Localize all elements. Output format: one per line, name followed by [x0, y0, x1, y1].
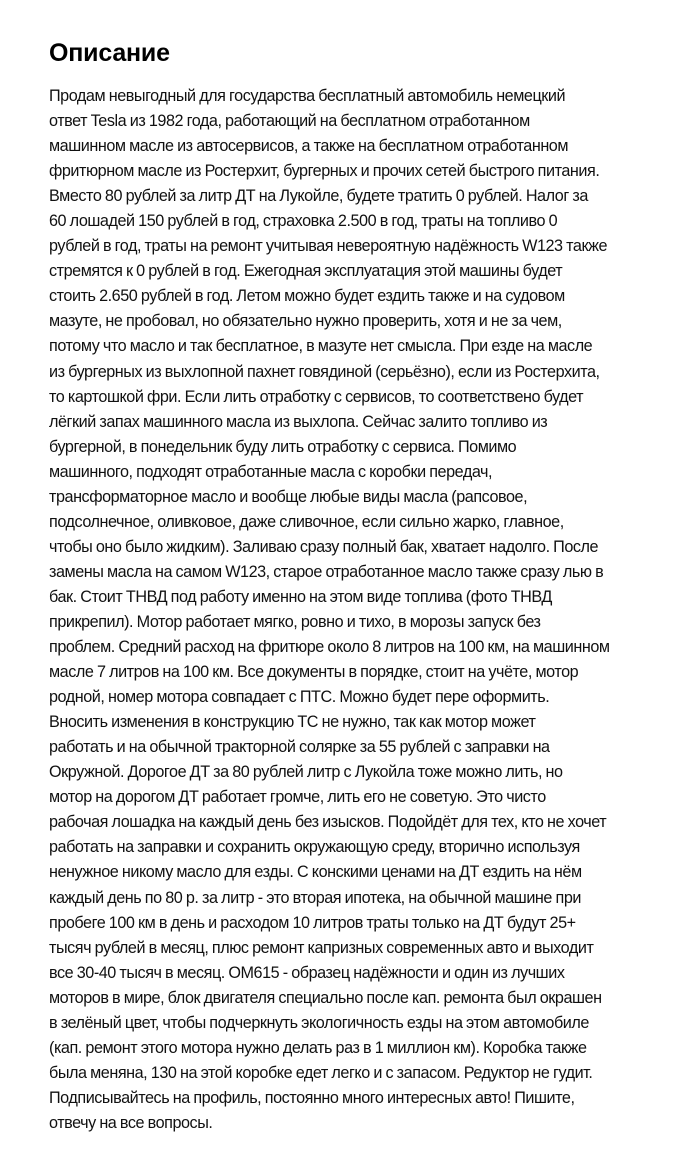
description-line: тысяч рублей в месяц, плюс ремонт капризных современных авто и выходит: [49, 938, 594, 957]
section-title: Описание: [49, 39, 170, 67]
description-line: ненужное никому масло для езды. С конскими ценами на ДТ ездить на нём: [49, 863, 582, 882]
description-line: пробеге 100 км в день и расходом 10 литров траты только на ДТ будут 25+: [49, 913, 576, 932]
description-line: потому что масло и так бесплатное, в мазуте нет смысла. При езде на масле: [49, 337, 593, 356]
description-line: стремятся к 0 рублей в год. Ежегодная эксплуатация этой машины будет: [49, 262, 563, 281]
description-line: машинного, подходят отработанные масла с коробки передач,: [49, 462, 493, 481]
description-line: мотор на дорогом ДТ работает громче, лить его не советую. Это чисто: [49, 788, 546, 807]
description-line: машинном масле из автосервисов, а также на бесплатном отработанном: [49, 137, 569, 156]
description-line: Окружной. Дорогое ДТ за 80 рублей литр с Лукойла тоже можно лить, но: [49, 763, 563, 782]
description-section: [49, 38, 689, 1132]
description-line: рублей в год, траты на ремонт учитывая невероятную надёжность W123 также: [49, 237, 608, 256]
description-line: все 30-40 тысяч в месяц. ОМ615 - образец надёжности и один из лучших: [49, 963, 565, 982]
description-line: каждый день по 80 р. за литр - это вторая ипотека, на обычной машине при: [49, 888, 581, 907]
description-line: из бургерных из выхлопной пахнет говядиной (серьёзно), если из Ростерхита,: [49, 362, 600, 381]
description-line: стоить 2.650 рублей в год. Летом можно будет ездить также и на судовом: [49, 287, 565, 306]
description-line: 60 лошадей 150 рублей в год, страховка 2.500 в год, траты на топливо 0: [49, 212, 558, 231]
description-line: подсолнечное, оливковое, даже сливочное, если сильно жарко, главное,: [49, 512, 564, 531]
description-line: отвечу на все вопросы.: [49, 1113, 213, 1132]
description-line: масле 7 литров на 100 км. Все документы в порядке, стоит на учёте, мотор: [49, 663, 579, 682]
description-line: бак. Стоит ТНВД под работу именно на этом виде топлива (фото ТНВД: [49, 587, 552, 606]
description-line: фритюрном масле из Ростерхит, бургерных и прочих сетей быстрого питания.: [49, 162, 600, 181]
description-line: Вместо 80 рублей за литр ДТ на Лукойле, будете тратить 0 рублей. Налог за: [49, 187, 588, 206]
description-line: трансформаторное масло и вообще любые виды масла (рапсовое,: [49, 487, 528, 506]
description-line: рабочая лошадка на каждый день без изысков. Подойдёт для тех, кто не хочет: [49, 813, 607, 832]
description-line: в зелёный цвет, чтобы подчеркнуть экологичность езды на этом автомобиле: [49, 1013, 589, 1032]
description-line: Продам невыгодный для государства бесплатный автомобиль немецкий: [49, 87, 566, 105]
description-line: была меняна, 130 на этой коробке едет легко и с запасом. Редуктор не гудит.: [49, 1063, 593, 1082]
description-line: Вносить изменения в конструкцию ТС не нужно, так как мотор может: [49, 713, 536, 732]
description-text: [49, 84, 610, 1136]
description-line: моторов в мире, блок двигателя специально после кап. ремонта был окрашен: [49, 988, 602, 1007]
description-line: бургерной, в понедельник буду лить отработку с сервиса. Помимо: [49, 437, 517, 456]
description-line: лёгкий запах машинного масла из выхлопа. Сейчас залито топливо из: [49, 412, 548, 431]
description-line: прикрепил). Мотор работает мягко, ровно и тихо, в морозы запуск без: [49, 612, 541, 631]
description-line: ответ Tesla из 1982 года, работающий на бесплатном отработанном: [49, 112, 530, 131]
description-line: (кап. ремонт этого мотора нужно делать раз в 1 миллион км). Коробка также: [49, 1038, 587, 1057]
description-line: то картошкой фри. Если лить отработку с сервисов, то соответствено будет: [49, 387, 584, 406]
description-line: чтобы оно было жидким). Заливаю сразу полный бак, хватает надолго. После: [49, 537, 599, 556]
description-line: замены масла на самом W123, старое отработанное масло также сразу лью в: [49, 562, 604, 581]
description-line: мазуте, не пробовал, но обязательно нужно проверить, хотя и не за чем,: [49, 312, 562, 331]
description-line: Подписывайтесь на профиль, постоянно много интересных авто! Пишите,: [49, 1088, 575, 1107]
description-line: родной, номер мотора совпадает с ПТС. Можно будет пере оформить.: [49, 688, 550, 707]
description-line: проблем. Средний расход на фритюре около 8 литров на 100 км, на машинном: [49, 638, 610, 657]
description-line: работать и на обычной тракторной солярке за 55 рублей с заправки на: [49, 738, 550, 757]
description-line: работать на заправки и сохранить окружающую среду, вторично используя: [49, 838, 580, 857]
